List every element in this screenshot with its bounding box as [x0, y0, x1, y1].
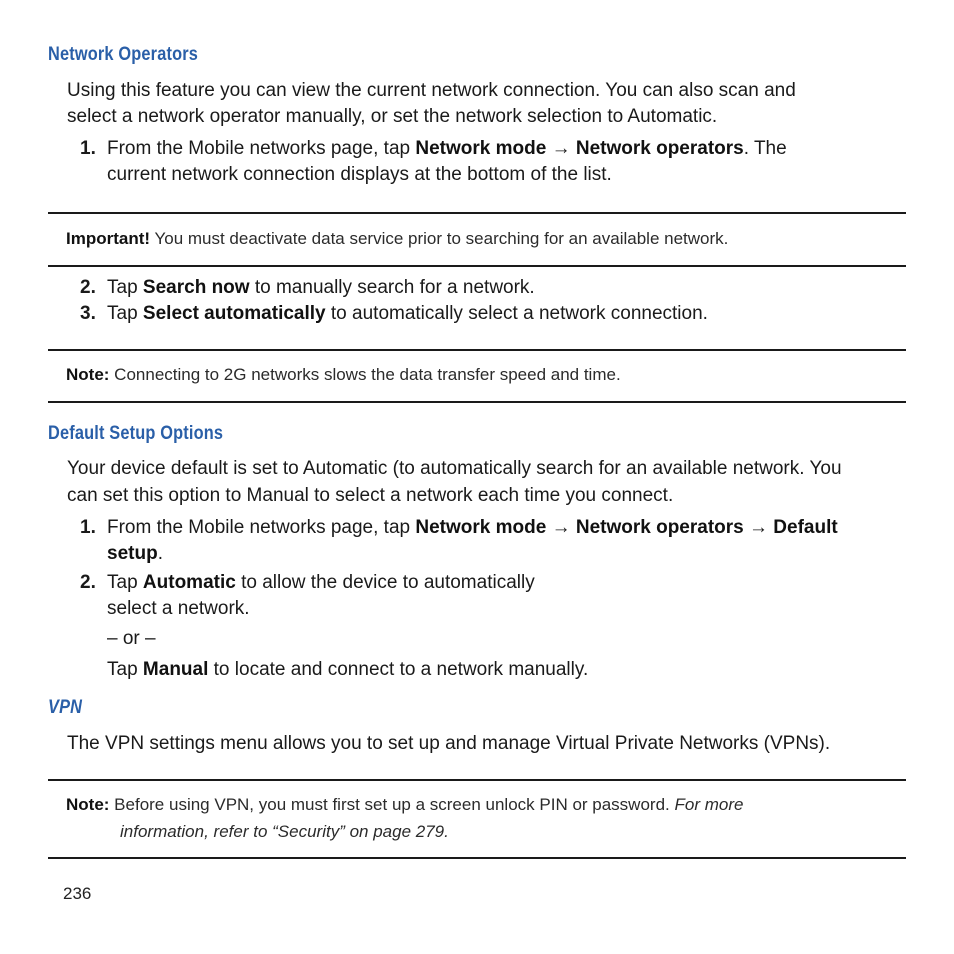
- step-number: 1.: [80, 517, 96, 538]
- step-text: [107, 136, 787, 162]
- note-callout-continued: [120, 818, 449, 845]
- step-text-part: to locate and connect to a network manually.: [208, 659, 589, 680]
- callout-label: Important!: [66, 229, 151, 248]
- step-text-part: to manually search for a network.: [249, 277, 535, 298]
- divider-rule: [48, 265, 906, 267]
- section-heading-network-operators: Network Operators: [48, 44, 199, 65]
- page-number: 236: [63, 884, 92, 903]
- step-ui-label: Select automatically: [142, 303, 326, 324]
- arrow-glyph: →: [546, 138, 576, 159]
- step-text-continued: current network connection displays at the bottom of the list.: [107, 164, 612, 185]
- step-text: [107, 515, 838, 541]
- section-heading-vpn: VPN: [48, 697, 83, 718]
- step-ui-label: Network mode: [415, 138, 547, 159]
- paragraph-line: select a network operator manually, or set the network selection to Automatic.: [67, 106, 718, 127]
- paragraph-line: Your device default is set to Automatic (to automatically search for an available network. You: [67, 458, 842, 479]
- divider-rule: [48, 857, 906, 859]
- step-ui-label: Network operators: [575, 517, 744, 538]
- step-text-continued: [107, 541, 163, 567]
- paragraph-line: can set this option to Manual to select a network each time you connect.: [67, 485, 674, 506]
- callout-text: Before using VPN, you must first set up a screen unlock PIN or password.: [109, 795, 675, 814]
- step-number: 2.: [80, 277, 96, 298]
- important-callout: [66, 225, 728, 252]
- step-ui-label: Search now: [142, 277, 250, 298]
- step-text: [107, 275, 535, 301]
- step-ui-label: setup: [107, 543, 158, 564]
- step-ui-label: Network operators: [575, 138, 744, 159]
- step-text-part: to automatically select a network connection.: [325, 303, 708, 324]
- step-text-continued: select a network.: [107, 598, 250, 619]
- callout-reference: For more: [674, 795, 744, 814]
- step-text: [107, 301, 708, 327]
- step-ui-label: Automatic: [142, 572, 236, 593]
- or-separator: – or –: [107, 628, 156, 649]
- callout-label: Note:: [66, 795, 110, 814]
- step-text: [107, 570, 535, 596]
- divider-rule: [48, 779, 906, 781]
- step-text-part: Tap: [107, 659, 143, 680]
- arrow-glyph: →: [546, 517, 576, 538]
- step-text-part: . The: [743, 138, 787, 159]
- step-text-part: to allow the device to automatically: [235, 572, 535, 593]
- divider-rule: [48, 349, 906, 351]
- step-text-alternative: [107, 657, 588, 683]
- note-callout: [66, 361, 621, 388]
- divider-rule: [48, 212, 906, 214]
- step-number: 3.: [80, 303, 96, 324]
- arrow-glyph: →: [743, 517, 774, 538]
- paragraph-line: Using this feature you can view the current network connection. You can also scan and: [67, 80, 796, 101]
- callout-label: Note:: [66, 365, 110, 384]
- step-ui-label: Default: [773, 517, 838, 538]
- section-heading-default-setup-options: Default Setup Options: [48, 423, 224, 444]
- divider-rule: [48, 401, 906, 403]
- step-text-part: Tap: [107, 572, 143, 593]
- step-ui-label: Manual: [142, 659, 209, 680]
- step-text-part: Tap: [107, 303, 143, 324]
- step-ui-label: Network mode: [415, 517, 547, 538]
- callout-text: You must deactivate data service prior to searching for an available network.: [150, 229, 729, 248]
- step-text-part: From the Mobile networks page, tap: [107, 517, 416, 538]
- callout-reference: information, refer to “Security” on page 279.: [120, 822, 449, 841]
- step-text-part: Tap: [107, 277, 143, 298]
- paragraph-line: The VPN settings menu allows you to set up and manage Virtual Private Networks (VPNs).: [67, 733, 831, 754]
- callout-text: Connecting to 2G networks slows the data transfer speed and time.: [109, 365, 621, 384]
- step-text-part: From the Mobile networks page, tap: [107, 138, 416, 159]
- note-callout: [66, 791, 743, 818]
- step-number: 2.: [80, 572, 96, 593]
- step-number: 1.: [80, 138, 96, 159]
- step-text-part: .: [157, 543, 163, 564]
